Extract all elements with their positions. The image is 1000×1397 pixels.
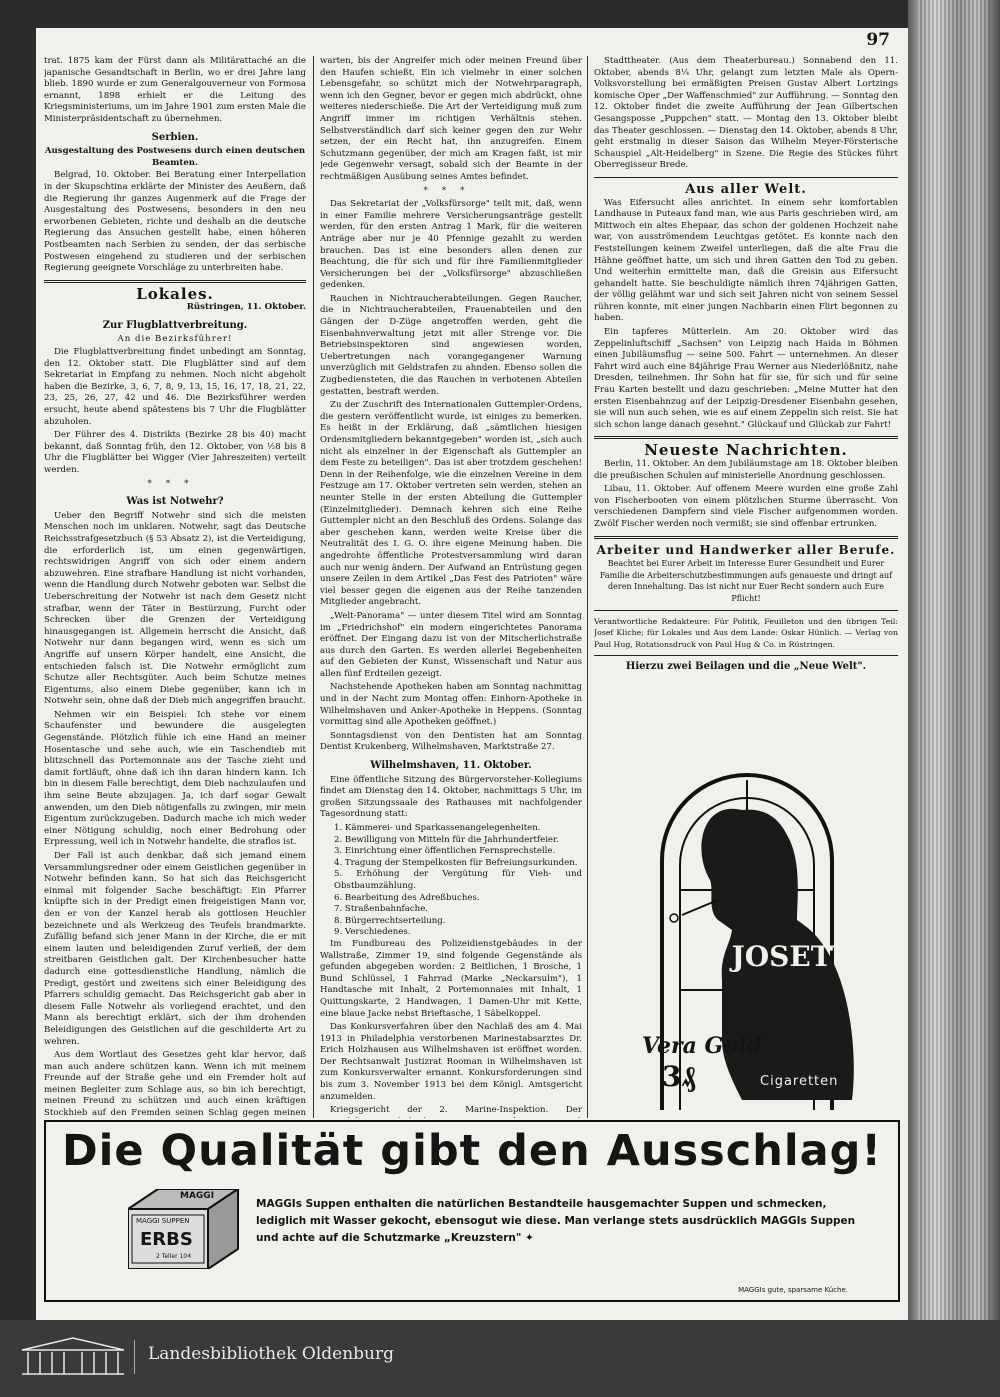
- notwehr-continuation: warten, bis der Angreifer mich oder meinen Freund über den Haufen schießt. Ein ich vielmehr in einer solchen Lebensgefahr, so schützt mich der Notwehrparagraph, wenn ich den Gegner, bevor er gegen mich abdrückt, ohne weiteres niederschieße. Die Art der Verteidigung muß zum Angriff immer im richtigen Verhältnis stehen. Selbstverständlich darf sich keiner gegen den zur Wehr setzen, der ein Recht hat, ihn anzugreifen. Einem Schutzmann gegenüber, der mich am Kragen faßt, ist mir jede Gegenwehr versagt, sobald sich der Beamte in der rechtmäßigen Ausübung seines Amtes befindet.: [320, 56, 582, 182]
- book-spine: [908, 0, 1000, 1320]
- welt-item: Ein tapferes Mütterlein. Am 20. Oktober wird das Zeppelinluftschiff „Sachsen" von Leipzig nach Haida in Böhmen einen Jubiläumsflug — seine 500. Fahrt — unternehmen. An dieser Fahrt wird auch eine 84jährige Frau Werner aus Niederlößnitz, nahe Dresden, teilnehmen. Ihr Sohn hat für sie, für sich und für seine Frau Karten bestellt und dazu geschrieben: „Meine Mutter hat den ersten Eisenbahnzug auf der Leipzig-Dresdener Eisenbahn gesehen, sie will nun auch sehen, wie es auf einem Zeppelin sich reist. Sie hat sich schon lange danach gesehnt." Glückauf und Glückab zur Fahrt!: [594, 327, 898, 430]
- library-building-icon: [18, 1334, 128, 1378]
- local-item: „Welt-Panorama" — unter diesem Titel wird am Sonntag im „Friedrichshof" ein modern eingerichtetes Panorama eröffnet. Der Eingang dazu ist von der Mitscherlichstraße aus durch den Garten. Es werden allerlei Begebenheiten auf den Gebieten der Kunst, Wissenschaft und Natur aus allen fünf Erdteilen gezeigt.: [320, 610, 582, 679]
- arbeiter-heading: Arbeiter und Handwerker aller Berufe.: [596, 542, 896, 557]
- agenda-item: 2. Bewilligung von Mitteln für die Jahrhundertfeier.: [334, 834, 559, 845]
- notwehr-heading: Was ist Notwehr?: [126, 496, 224, 508]
- maggi-footnote: MAGGIs gute, sparsame Küche.: [738, 1286, 848, 1294]
- notwehr-paragraph: Aus dem Wortlaut des Gesetzes geht klar hervor, daß man auch andere schützen kann. Wenn ich mit meinem Freunde auf der Straße gehe und ein Fremder holt auf meinen Begleiter zum Schlage aus, so bin ich berechtigt, meinen Freund zu schützen und auch einen kräftigen Stockhieb auf den Fremden seinen Schlag gegen meinen: [44, 1050, 306, 1118]
- local-item: Kriegsgericht der 2. Marine-Inspektion. Der: [330, 1105, 582, 1116]
- flugblatt-text-1: Die Flugblattverbreitung findet unbedingt am Sonntag, den 12. Oktober statt. Die Flugblätter sind auf dem Sekretariat in Empfang zu nehmen. Noch nicht abgeholt haben die Bezirke, 3, 6, 7, 8, 9, 13, 15, 16, 17, 18, 21, 22, 23, 25, 26, 27, 42 und 46. Die Bezirksführer werden ersucht, heute abend spätestens bis 7 Uhr die Flugblätter abzuholen.: [44, 347, 306, 427]
- divider: [594, 610, 898, 611]
- flugblatt-heading: Zur Flugblattverbreitung.: [102, 319, 248, 331]
- pack-line-2: ERBS: [140, 1229, 193, 1250]
- serbien-subheading: Ausgestaltung des Postwesens durch einen deutschen Beamten.: [44, 146, 306, 168]
- pack-line-1: MAGGI SUPPEN: [136, 1217, 190, 1225]
- notwehr-paragraph: Ueber den Begriff Notwehr sind sich die meisten Menschen noch im unklaren. Notwehr, sagt das Deutsche Reichsstrafgesetzbuch (§ 53 Absatz 2), ist die Verteidigung, die erforderlich ist, um einen gegenwärtigen, rechtswidrigen Angriff von sich oder einem andern abzuwehren. Eine strafbare Handlung ist nicht vorhanden, wenn die Handlung durch Notwehr geboten war. Selbst die Ueberschreitung der Notwehr ist nach dem Gesetz nicht strafbar, wenn der Täter in Bestürzung, Furcht oder Schrecken über die Grenzen der Verteidigung hinausgegangen ist. Allgemein herrscht die Ansicht, daß Notwehr nur dann begangen wird, wenn es sich um Angriffe auf unsern Körper handelt, eine Ansicht, die entschieden falsch ist. Die Notwehr ermöglicht zum Schutze aller Rechtsgüter. Auch beim Schutze meines Eigentums, also einem Diebe gegenüber, kann ich in Notwehr sein, ohne daß der Dieb mich angegriffen braucht.: [44, 510, 306, 707]
- agenda-list: [320, 823, 582, 939]
- josetti-label: Cigaretten: [760, 1074, 839, 1089]
- agenda-item: 9. Verschiedenes.: [334, 927, 411, 938]
- column-2: [320, 56, 582, 1118]
- divider: [44, 280, 306, 283]
- impressum: Verantwortliche Redakteure: Für Politik, Feuilleton und den übrigen Teil: Josef Kliche; für Lokales und Aus dem Lande: Oskar Hünlich. — Verlag von Paul Hug, Rotationsdruck von Paul Hug & Co. in Rüstringen.: [594, 616, 898, 649]
- aus-aller-welt-heading: Aus aller Welt.: [685, 181, 807, 197]
- agenda-item: 4. Tragung der Stempelkosten für Befreiungsurkunden.: [334, 857, 578, 868]
- divider: [594, 655, 898, 656]
- newspaper-page: [36, 28, 908, 1320]
- local-item: Das Konkursverfahren über den Nachlaß des am 4. Mai 1913 in Philadelphia verstorbenen Marinestabsarztes Dr. Erich Holzhausen aus Wilhelmshaven ist eröffnet worden. Der Rechtsanwalt Justizrat Rooman in Wilhelmshaven ist zum Konkursverwalter ernannt. Konkursforderungen sind bis zum 3. November 1913 bei dem Königl. Amtsgericht anzumelden.: [320, 1022, 582, 1102]
- wilhelmshaven-dateline: Wilhelmshaven, 11. Oktober.: [370, 760, 532, 772]
- intro-paragraph: trat. 1875 kam der Fürst dann als Militärattaché an die japanische Gesandtschaft in Berlin, wo er drei Jahre lang blieb. 1890 wurde er zum Generalgouverneur von Formosa ernannt, 1898 erhielt er die Leitung des Kriegsministeriums, um im Jahre 1901 zum ersten Male die Ministerpräsidentschaft zu übernehmen.: [44, 56, 306, 124]
- divider: [594, 536, 898, 539]
- divider: [594, 436, 898, 439]
- local-item: Das Sekretariat der „Volksfürsorge" teilt mit, daß, wenn in einer Familie mehrere Versicherungsanträge gestellt werden, für den ersten Antrag 1 Mark, für die weiteren Anträge aber nur je 40 Pfennige gezahlt zu werden brauchen. Das ist eine besonders allen denen zur Beachtung, die für sich und für ihre Familienmitglieder Versicherungen bei der „Volksfürsorge" abzuschließen gedenken.: [320, 199, 582, 291]
- josetti-price: 3₰: [662, 1060, 696, 1093]
- column-rule: [313, 56, 314, 1118]
- welt-item: Was Eifersucht alles anrichtet. In einem sehr komfortablen Landhause in Puteaux fand man, wie aus Paris geschrieben wird, am Mittwoch ein altes Ehepaar, das schon der goldenen Hochzeit nahe war, von ausströmendem Leuchtgas getötet. Es konnte nach den Feststellungen keinem Zweifel unterliegen, daß die alte Frau die Hähne geöffnet hatte, um sich und ihren Gatten den Tod zu geben. Und weiterhin ermittelte man, daß die Greisin aus Eifersucht gehandelt hatte. Sie beschuldigte nämlich ihren 74jährigen Gatten, der völlig gelähmt war und sich seit Jahren nicht von seinem Sessel rühren konnte, mit einer jungen Nachbarin einen Flirt begonnen zu haben.: [594, 197, 898, 324]
- josetti-brand: JOSETTI: [731, 940, 865, 973]
- pack-brand: MAGGI: [180, 1191, 215, 1201]
- maggi-soup-package: [128, 1189, 240, 1269]
- flugblatt-subheading: An die Bezirksführer!: [117, 334, 233, 345]
- separator-stars: ***: [147, 478, 203, 489]
- library-footer: [0, 1320, 1000, 1397]
- flugblatt-text-2: Der Führer des 4. Distrikts (Bezirke 28 bis 40) macht bekannt, daß Sonntag früh, den 12. Oktober, von ½8 bis 8 Uhr die Flugblätter bei Wigger (Vier Jahreszeiten) verteilt werden.: [44, 430, 306, 475]
- column-1: [44, 56, 306, 1118]
- local-item: Nachstehende Apotheken haben am Sonntag nachmittag und in der Nacht zum Montag offen: Einhorn-Apotheke in Wilhelmshaven und Anker-Apotheke in Heppens. (Sonntag vormittag sind alle Apotheken geöffnet.): [320, 682, 582, 728]
- notwehr-paragraph: Der Fall ist auch denkbar, daß sich jemand einem Versammlungsredner oder einem Geistlichen gegenüber in Notwehr befinden kann. So hat sich das Reichsgericht einmal mit folgender Sache beschäftigt: Ein Pfarrer knüpfte sich in der Predigt einen freigeistigen Mann vor, den er von der Kanzel herab als gottlosen Heuchler bezeichnete und als Werkzeug des Teufels brandmarkte. Zufällig befand sich jener Mann in der Kirche, die er mit einem lauten und beleidigenden Zuruf verließ, der dem streitbaren Geistlichen galt. Der Kirchenbesucher hatte dadurch eine gottesdienstliche Handlung, nämlich die Predigt, gestört und zweitens sich einer Beleidigung des Pfarrers schuldig gemacht. Das Reichsgericht gab aber in diesem Falle Notwehr als vorliegend erachtet, und den Mann als berechtigt erklärt, sich der ihm drohenden Beleidigungen des Geistlichen auf die geschilderte Art zu wehren.: [44, 851, 306, 1047]
- serbien-heading: Serbien.: [151, 131, 199, 143]
- divider: [594, 177, 898, 178]
- wilhelmshaven-intro: Eine öffentliche Sitzung des Bürgervorsteher-Kollegiums findet am Dienstag den 14. Oktober, nachmittags 5 Uhr, im großen Sitzungssaale des Rathauses mit nachfolgender Tagesordnung statt:: [320, 774, 582, 820]
- local-item: Im Fundbureau des Polizeidienstgebäudes in der Wallstraße, Zimmer 19, sind folgende Gegenstände als gefunden abgegeben worden: 2 Beitlichen, 1 Brosche, 1 Bund Schlüssel, 1 Fahrrad (Marke „Neckarsulm"), 1 Handtasche mit Inhalt, 2 Portemonnaies mit Inhalt, 1 Quittungskarte, 2 Handwagen, 1 Damen-Uhr mit Kette, eine blaue Jacke nebst Brieftasche, 1 Säbelkoppel.: [320, 938, 582, 1019]
- agenda-item: 1. Kämmerei- und Sparkassenangelegenheiten.: [334, 823, 541, 833]
- agenda-item: 5. Erhöhung der Vergütung für Vieh- und Obstbaumzählung.: [334, 869, 582, 891]
- agenda-item: 3. Einrichtung einer öffentlichen Fernsprechstelle.: [334, 846, 556, 857]
- beilagen-note: Hierzu zwei Beilagen und die „Neue Welt".: [625, 661, 867, 673]
- column-3: [594, 56, 898, 736]
- page-number: 97: [866, 30, 890, 50]
- agenda-item: 7. Straßenbahnfache.: [334, 904, 429, 915]
- josetti-cigarette-ad: [622, 740, 872, 1110]
- josetti-product: Vera Gold: [642, 1033, 762, 1059]
- agenda-item: 8. Bürgerrechtserteilung.: [334, 915, 446, 926]
- notwehr-paragraph: Nehmen wir ein Beispiel: Ich stehe vor einem Schaufenster und bewundere die ausgelegten Gegenstände. Plötzlich fühle ich eine Hand an meiner Hosentasche und sehe auch, wie ein Taschendieb mit blitzschnell das Portemonnaie aus der Tasche zieht und damit fortläuft, ohne daß ich ihn daran hindern kann. Ich bin in diesem Falle berechtigt, dem Dieb nachzulaufen und ihm seine Beute abzujagen. Ja, ich darf sogar Gewalt anwenden, um den Dieb nötigenfalls zu zwingen, mir mein Eigentum zurückzugeben. Dadurch mache ich mich weder einer Nötigung schuldig, noch einer Bedrohung oder Erpressung, weil ich in Notwehr handelte, die straflos ist.: [44, 709, 306, 848]
- local-item: Sonntagsdienst von den Dentisten hat am Sonntag Dentist Krukenberg, Wilhelmshaven, Marktstraße 27.: [320, 730, 582, 753]
- theater-item: Stadttheater. (Aus dem Theaterbureau.) Sonnabend den 11. Oktober, abends 8¼ Uhr, gelangt zum letzten Male als Opern-Volksvorstellung bei ermäßigten Preisen Gustav Albert Lortzings komische Oper „Der Waffenschmied" zur Aufführung. — Sonntag den 12. Oktober findet die zweite Aufführung der Jean Gilbertschen Gesangsposse „Puppchen" statt. — Montag den 13. Oktober bleibt das Theater geschlossen. — Dienstag den 14. Oktober, abends 8 Uhr, geht erstmalig in dieser Saison das Wilhelm Meyer-Försterische Schauspiel „Alt-Heidelberg" in Szene. Die Regie des Stückes führt Oberregisseur Brede.: [594, 56, 898, 171]
- pack-price: 2 Teller 10₰: [156, 1253, 191, 1260]
- lokales-heading: Lokales.: [136, 284, 214, 303]
- local-item: Zu der Zuschrift des Internationalen Guttempler-Ordens, die gestern veröffentlicht wurde, ist einiges zu bemerken. Es heißt in der Erklärung, daß „sämtlichen hiesigen Ordensmitgliedern bekanntgegeben" worden ist, „sich auch nicht als einzelner in der Eigenschaft als Guttempler an dem Feste zu beteiligen". Das ist aber trotzdem geschehen! Denn in der Reihenfolge, wie die einzelnen Vereine in dem Festzuge am 17. Oktober vertreten sein werden, stehen an neunter Stelle in der ersten Abteilung die Guttempler (Einzelmitglieder). Demnach kehren sich eine Reihe Guttempler nicht an den Beschluß des Ordens. Solange das aber geschehen kann, werden weite Kreise über die Neutralität des I. G. O. ihre eigene Meinung haben. Die angedrohte öffentliche Protestversammlung wird daran auch nur wenig ändern. Der Aufwand an Entrüstung gegen unsere Zeilen in dem Artikel „Das Fest des Patrioten" wäre viel besser gegen die eigenen aus der Reihe tanzenden Mitglieder angebracht.: [320, 400, 582, 608]
- library-name: Landesbibliothek Oldenburg: [148, 1344, 395, 1364]
- news-item: Berlin, 11. Oktober. An dem Jubiläumstage am 18. Oktober bleiben die preußischen Schulen auf ministerielle Anordnung geschlossen.: [594, 459, 898, 481]
- neueste-nachrichten-heading: Neueste Nachrichten.: [644, 441, 848, 460]
- lokales-dateline: Rüstringen, 11. Oktober.: [186, 302, 306, 313]
- separator-stars: ***: [423, 185, 479, 196]
- maggi-text: MAGGIs Suppen enthalten die natürlichen Bestandteile hausgemachter Suppen und schmecken, lediglich mit Wasser gekocht, ebensogut wie diese. Man verlange stets ausdrücklich MAGGIs Suppen und achte auf die Schutzmarke „Kreuzstern" ✦: [256, 1198, 856, 1244]
- arbeiter-text: Beachtet bei Eurer Arbeit im Interesse Eurer Gesundheit und Eurer Familie die Arbeiterschutzbestimmungen aufs genaueste und dringt auf deren Innehaltung. Das ist nicht nur Euer Recht sondern auch Eure Pflicht!: [599, 559, 893, 603]
- footer-divider: [134, 1340, 135, 1374]
- agenda-item: 6. Bearbeitung des Adreßbuches.: [334, 892, 480, 903]
- column-rule: [587, 56, 588, 1118]
- maggi-headline: Die Qualität gibt den Ausschlag!: [61, 1126, 882, 1176]
- serbien-text: Belgrad, 10. Oktober. Bei Beratung einer Interpellation in der Skupschtina erklärte der Minister des Aeußern, daß die Regierung ihr ganzes Augenmerk auf die Frage der Ausgestaltung des Postwesens, besonders in den neu erworbenen Gebieten, richte und deshalb an die deutsche Regierung das Ansuchen gestellt habe, einen höheren Postbeamten nach Serbien zu senden, der das serbische Postwesen eingehend zu studieren und der serbischen Regierung geeignete Vorschläge zu unterbreiten habe.: [44, 170, 306, 274]
- maggi-ad: [44, 1120, 900, 1302]
- local-item: Rauchen in Nichtraucherabteilungen. Gegen Raucher, die in Nichtraucherabteilen, Frauenabteilen und den Gängen der D-Züge angetroffen werden, geht die Eisenbahnverwaltung jetzt mit aller Strenge vor. Die Betriebsinspektoren sind angewiesen worden, Uebertretungen nach vorangegangener Warnung unverzüglich mit Geldstrafen zu ahnden. Ebenso sollen die Zugbediensteten, die das Rauchen in verbotenen Abteilen gestatten, bestraft werden.: [320, 293, 582, 397]
- news-item: Libau, 11. Oktober. Auf offenem Meere wurden eine große Zahl von Fischerbooten von einem plötzlichen Sturme überrascht. Von verschiedenen Dampfern sind viele Fischer aufgenommen worden. Zwölf Fischer werden noch vermißt; sie sind offenbar ertrunken.: [594, 484, 898, 529]
